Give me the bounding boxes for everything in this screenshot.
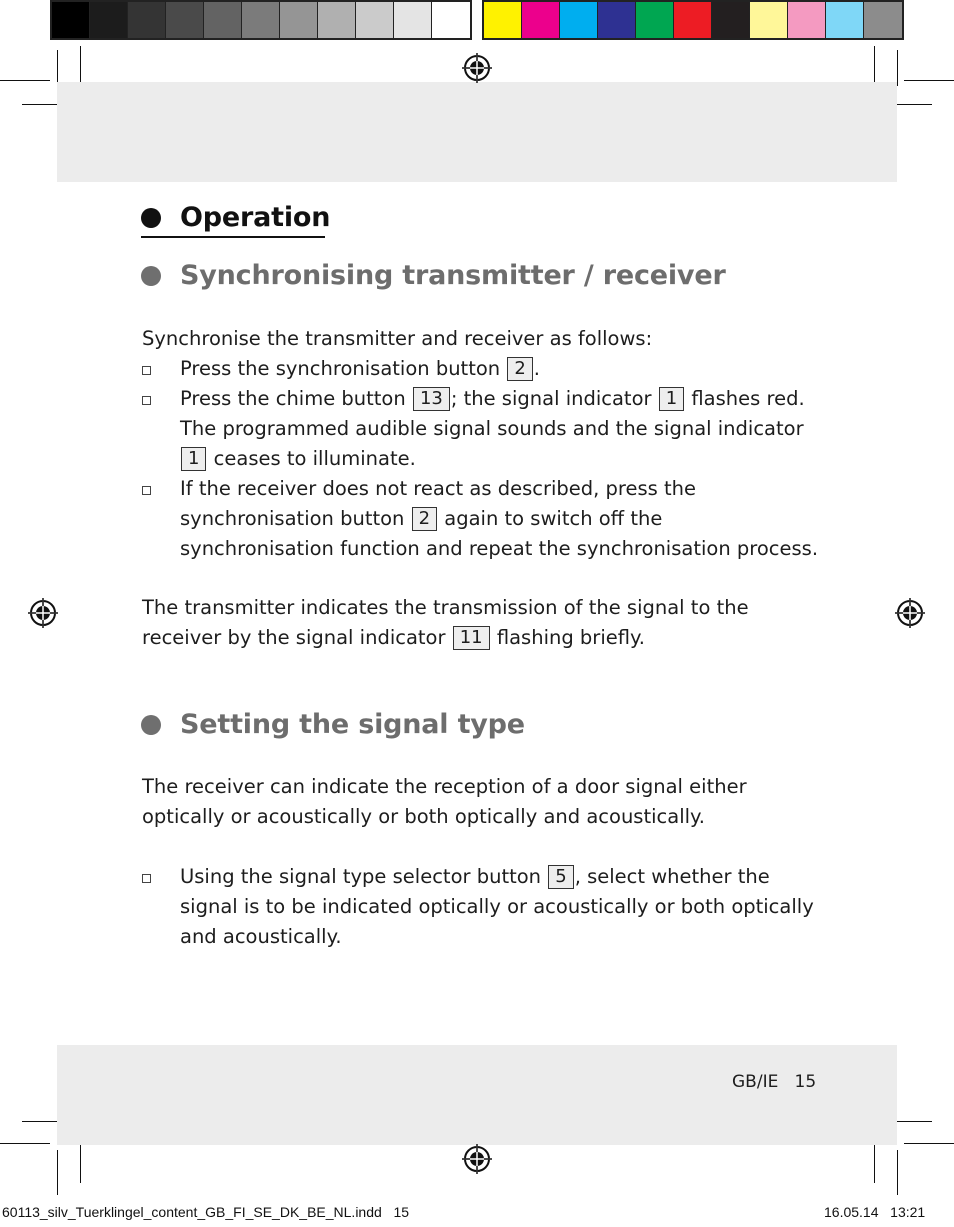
color-swatch	[826, 2, 864, 38]
sync-note: The transmitter indicates the transmission of the signal to the receiver by the signal indicator 11 flashing briefly.	[142, 596, 749, 649]
grayscale-color-bar	[50, 0, 472, 40]
color-swatch	[560, 2, 598, 38]
color-swatch	[166, 2, 204, 38]
reference-number: 13	[413, 387, 450, 411]
page-number-value: 15	[794, 1072, 817, 1092]
color-swatch	[788, 2, 826, 38]
registration-mark-icon	[28, 598, 58, 628]
process-color-bar	[482, 0, 904, 40]
list-item: Press the synchronisation button 2 .	[142, 354, 822, 384]
color-swatch	[90, 2, 128, 38]
footer-time: 13:21	[890, 1204, 926, 1220]
reference-number: 1	[659, 387, 684, 411]
color-swatch	[484, 2, 522, 38]
page-label: GB/IE	[732, 1072, 779, 1092]
footer-timestamp	[824, 1204, 925, 1220]
reference-number: 2	[412, 507, 437, 531]
footer-band	[57, 1045, 897, 1145]
bullet-icon	[141, 266, 161, 286]
heading-signal-type	[141, 709, 525, 740]
crop-mark	[897, 50, 898, 86]
reference-number: 11	[453, 626, 490, 650]
color-swatch	[356, 2, 394, 38]
color-swatch	[750, 2, 788, 38]
checkbox-bullet-icon	[142, 874, 151, 883]
heading-underline	[141, 236, 325, 238]
heading-operation	[141, 202, 330, 233]
checkbox-bullet-icon	[142, 396, 151, 405]
crop-mark	[0, 1143, 50, 1144]
color-swatch	[52, 2, 90, 38]
crop-mark	[57, 50, 58, 86]
bullet-icon	[141, 208, 161, 228]
checkbox-bullet-icon	[142, 486, 151, 495]
sync-intro: Synchronise the transmitter and receiver as follows:	[142, 327, 653, 350]
reference-number: 2	[507, 357, 532, 381]
crop-mark	[57, 1150, 58, 1195]
color-swatch	[318, 2, 356, 38]
reference-number: 5	[548, 865, 573, 889]
registration-mark-icon	[462, 1144, 492, 1174]
color-swatch	[242, 2, 280, 38]
color-swatch	[712, 2, 750, 38]
crop-mark	[896, 104, 932, 105]
color-swatch	[204, 2, 242, 38]
heading-synchronising	[141, 260, 726, 291]
crop-mark	[22, 1121, 58, 1122]
color-swatch	[128, 2, 166, 38]
crop-mark	[904, 80, 954, 81]
bullet-icon	[141, 715, 161, 735]
crop-mark	[874, 46, 875, 86]
reference-number: 1	[181, 447, 206, 471]
color-swatch	[432, 2, 470, 38]
footer-file-info	[2, 1204, 409, 1220]
list-item: Press the chime button 13 ; the signal indicator 1 flashes red. The programmed audible signal sounds and the signal indicator 1 ceases to illuminate.	[142, 384, 822, 474]
crop-mark	[0, 80, 50, 81]
color-swatch	[522, 2, 560, 38]
list-item: If the receiver does not react as described, press the synchronisation button 2 again to switch off the synchronisation function and repeat the synchronisation process.	[142, 474, 822, 564]
color-swatch	[864, 2, 902, 38]
footer-filename: 60113_silv_Tuerklingel_content_GB_FI_SE_DK_BE_NL.indd	[2, 1204, 382, 1220]
footer-page: 15	[393, 1204, 410, 1220]
signal-intro: The receiver can indicate the reception of a door signal either optically or acoustically or both optically and acoustically.	[142, 775, 747, 828]
list-item: Using the signal type selector button 5 , select whether the signal is to be indicated optically or acoustically or both optically and acoustically.	[142, 862, 822, 952]
registration-mark-icon	[462, 53, 492, 83]
heading-signal-type-text: Setting the signal type	[180, 709, 525, 740]
heading-operation-text: Operation	[180, 202, 331, 233]
color-swatch	[674, 2, 712, 38]
color-swatch	[280, 2, 318, 38]
crop-mark	[896, 1121, 932, 1122]
crop-mark	[897, 1150, 898, 1195]
checkbox-bullet-icon	[142, 366, 151, 375]
crop-mark	[80, 46, 81, 86]
crop-mark	[22, 104, 58, 105]
color-swatch	[394, 2, 432, 38]
page-number	[732, 1072, 816, 1092]
color-swatch	[636, 2, 674, 38]
header-band	[57, 82, 897, 182]
heading-synchronising-text: Synchronising transmitter / receiver	[180, 260, 726, 291]
footer-date: 16.05.14	[824, 1204, 879, 1220]
color-swatch	[598, 2, 636, 38]
registration-mark-icon	[895, 598, 925, 628]
crop-mark	[904, 1143, 954, 1144]
